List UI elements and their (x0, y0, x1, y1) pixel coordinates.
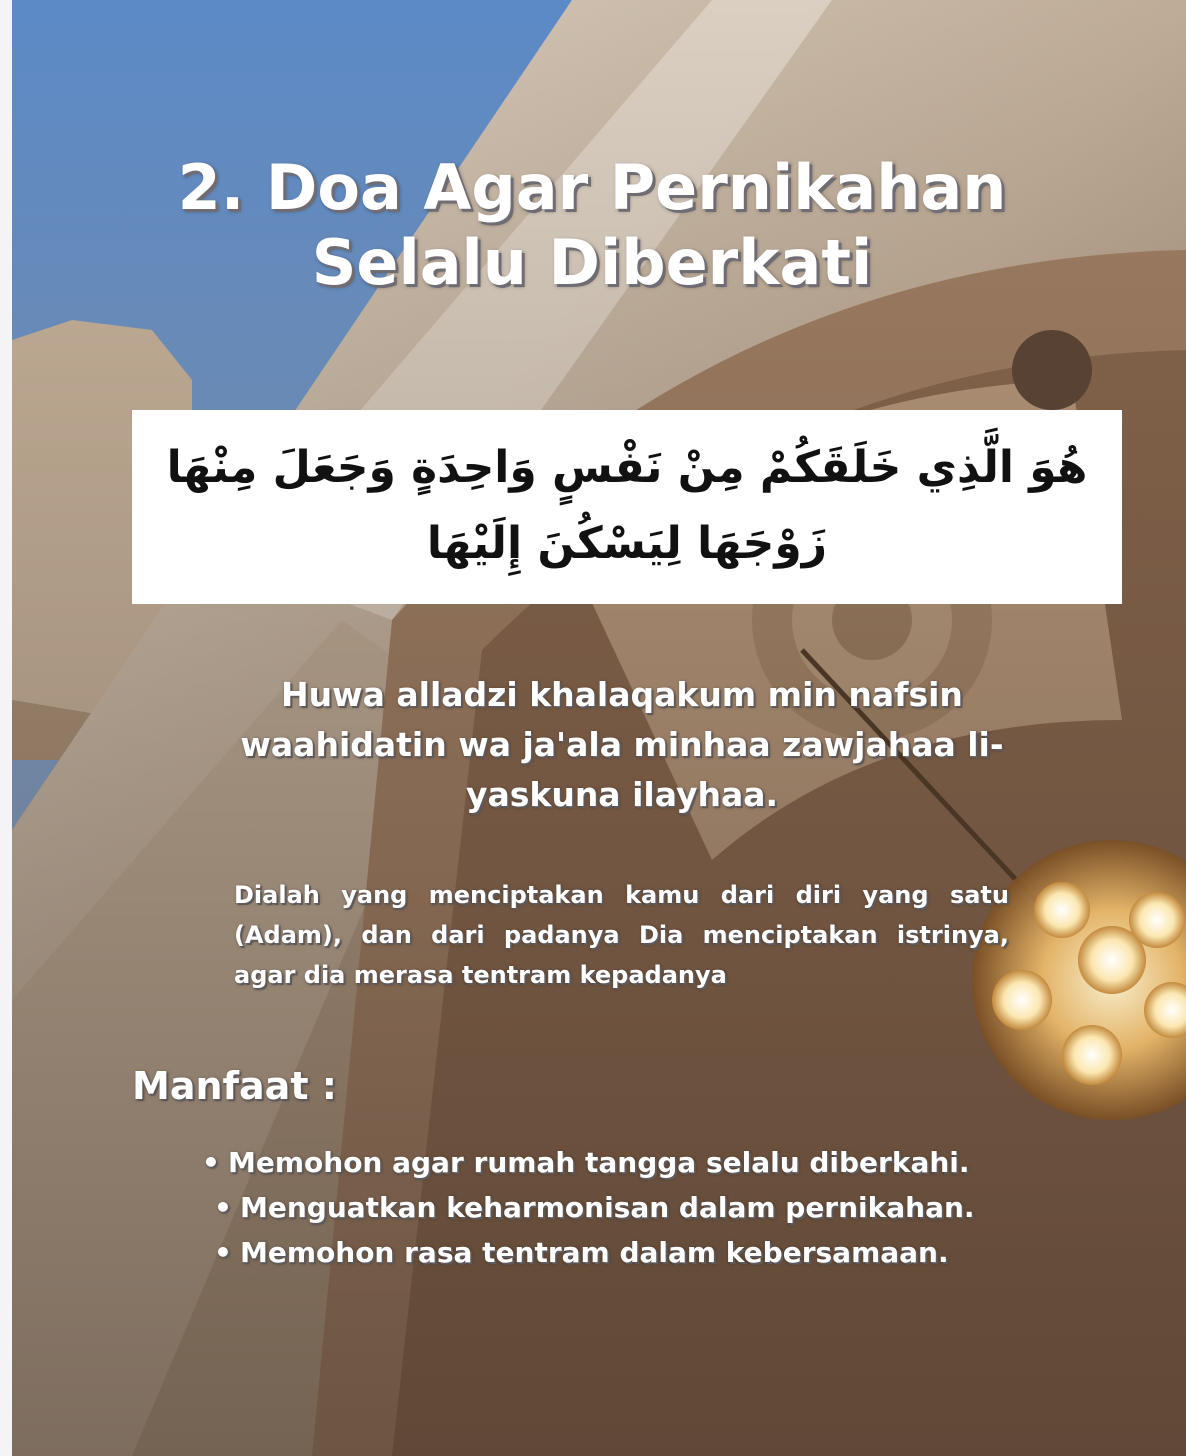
benefit-text: Menguatkan keharmonisan dalam pernikahan. (240, 1191, 975, 1224)
arabic-verse-box (132, 410, 1122, 604)
benefits-heading: Manfaat : (132, 1064, 337, 1108)
benefits-list (202, 1140, 1102, 1275)
bullet-icon: • (214, 1191, 232, 1224)
benefit-item (202, 1230, 1102, 1275)
benefit-item (202, 1140, 1102, 1185)
latin-line-1: Huwa alladzi khalaqakum min nafsin (281, 675, 963, 714)
bullet-icon: • (214, 1236, 232, 1269)
arabic-line-2: زَوْجَهَا لِيَسْكُنَ إِلَيْهَا (426, 518, 828, 569)
benefit-text: Memohon agar rumah tangga selalu diberkahi. (228, 1146, 970, 1179)
post-card (12, 0, 1186, 1456)
latin-line-2: waahidatin wa ja'ala minhaa zawjahaa li- (240, 725, 1004, 764)
latin-transliteration (132, 670, 1112, 820)
bullet-icon: • (202, 1146, 220, 1179)
benefit-item (202, 1185, 1102, 1230)
translation-text: Dialah yang menciptakan kamu dari diri yang satu (Adam), dan dari padanya Dia menciptakan istrinya, agar dia merasa tentram kepadanya (234, 881, 1009, 989)
title-line-1: 2. Doa Agar Pernikahan (177, 151, 1007, 224)
latin-line-3: yaskuna ilayhaa. (465, 775, 779, 814)
page-title (92, 150, 1092, 300)
arabic-line-1: هُوَ الَّذِي خَلَقَكُمْ مِنْ نَفْسٍ وَاحِدَةٍ وَجَعَلَ مِنْهَا (166, 442, 1088, 493)
benefit-text: Memohon rasa tentram dalam kebersamaan. (240, 1236, 949, 1269)
title-line-2: Selalu Diberkati (311, 226, 873, 299)
